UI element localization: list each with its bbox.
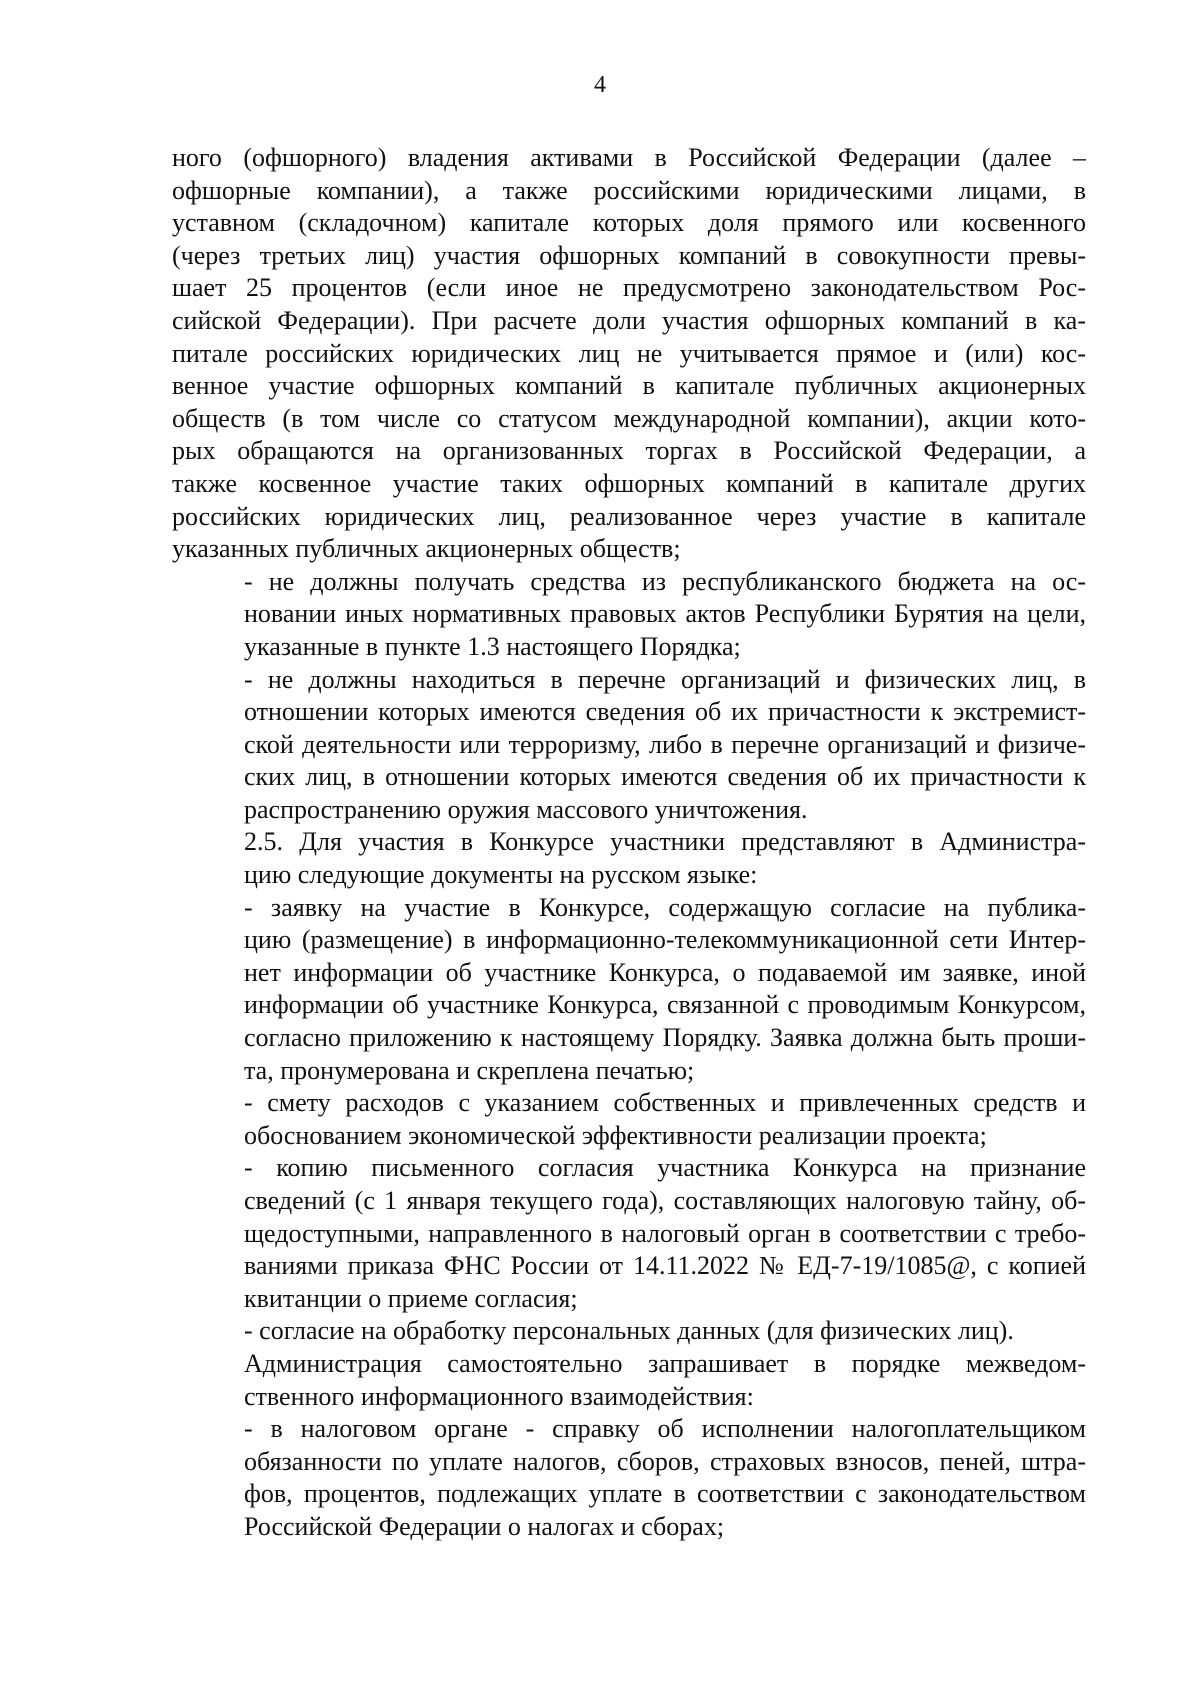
text-line: (через третьих лиц) участия офшорных компаний в совокупности превы-	[172, 240, 1086, 270]
text-line: ваниями приказа ФНС России от 14.11.2022 № ЕД-7-19/1085@, с копией	[244, 1251, 1086, 1281]
text-line: шает 25 процентов (если иное не предусмотрено законодательством Рос-	[172, 273, 1086, 303]
paragraph	[172, 826, 1086, 891]
text-line: - не должны получать средства из республиканского бюджета на ос-	[244, 566, 1086, 596]
text-line: сийской Федерации). При расчете доли участия офшорных компаний в ка-	[172, 305, 1086, 335]
paragraph	[172, 142, 1086, 566]
text-line: нет информации об участнике Конкурса, о подаваемой им заявке, иной	[244, 957, 1086, 987]
text-line: квитанции о приеме согласия;	[244, 1283, 578, 1313]
text-line: распространению оружия массового уничтожения.	[244, 794, 808, 824]
text-line: та, пронумерована и скреплена печатью;	[244, 1055, 695, 1085]
text-line: информации об участнике Конкурса, связанной с проводимым Конкурсом,	[244, 990, 1086, 1020]
text-line: цию следующие документы на русском языке:	[244, 860, 758, 890]
text-line: указанные в пункте 1.3 настоящего Порядка;	[244, 631, 741, 661]
text-line: обществ (в том числе со статусом международной компании), акции кото-	[172, 403, 1086, 433]
text-line: Администрация самостоятельно запрашивает в порядке межведом-	[244, 1348, 1086, 1378]
text-line: офшорные компании), а также российскими юридическими лицами, в	[172, 175, 1086, 205]
text-line: обязанности по уплате налогов, сборов, страховых взносов, пеней, штра-	[244, 1446, 1086, 1476]
paragraph	[172, 1315, 1086, 1348]
text-line: фов, процентов, подлежащих уплате в соответствии с законодательством	[244, 1479, 1086, 1509]
text-line: 2.5. Для участия в Конкурсе участники представляют в Администра-	[244, 827, 1086, 857]
page-number: 4	[594, 72, 606, 98]
paragraph	[172, 1348, 1086, 1413]
text-line: уставном (складочном) капитале которых доля прямого или косвенного	[172, 208, 1086, 238]
text-line: согласно приложению к настоящему Порядку. Заявка должна быть проши-	[244, 1023, 1086, 1053]
text-line: сведений (с 1 января текущего года), составляющих налоговую тайну, об-	[244, 1186, 1086, 1215]
text-line: - в налоговом органе - справку об исполнении налогоплательщиком	[244, 1414, 1086, 1444]
text-line: ской деятельности или терроризму, либо в перечне организаций и физиче-	[244, 729, 1086, 759]
text-line: - копию письменного согласия участника Конкурса на признание	[244, 1153, 1086, 1183]
text-line: цию (размещение) в информационно-телекоммуникационной сети Интер-	[244, 925, 1086, 955]
text-line: ственного информационного взаимодействия:	[244, 1381, 754, 1411]
text-line: Российской Федерации о налогах и сборах;	[244, 1511, 725, 1541]
text-line: также косвенное участие таких офшорных компаний в капитале других	[172, 468, 1086, 498]
text-line: отношении которых имеются сведения об их причастности к экстремист-	[244, 697, 1086, 727]
text-line: - заявку на участие в Конкурсе, содержащую согласие на публика-	[244, 892, 1086, 922]
text-line: новании иных нормативных правовых актов Республики Бурятия на цели,	[244, 599, 1086, 629]
paragraph	[172, 566, 1086, 664]
text-line: - смету расходов с указанием собственных и привлеченных средств и	[244, 1088, 1086, 1118]
paragraph	[172, 664, 1086, 827]
text-line: щедоступными, направленного в налоговый орган в соответствии с требо-	[244, 1218, 1086, 1248]
paragraph	[172, 1152, 1086, 1315]
text-line: указанных публичных акционерных обществ;	[172, 534, 681, 564]
paragraph	[172, 1087, 1086, 1152]
text-line: питале российских юридических лиц не учитывается прямое и (или) кос-	[172, 338, 1086, 368]
document-body	[172, 142, 1086, 1544]
text-line: рых обращаются на организованных торгах в Российской Федерации, а	[172, 436, 1086, 466]
text-line: российских юридических лиц, реализованное через участие в капитале	[172, 501, 1086, 531]
text-line: - не должны находиться в перечне организаций и физических лиц, в	[244, 664, 1086, 694]
text-line: венное участие офшорных компаний в капитале публичных акционерных	[172, 371, 1086, 401]
text-line: ских лиц, в отношении которых имеются сведения об их причастности к	[244, 762, 1086, 792]
text-line: ного (офшорного) владения активами в Российской Федерации (далее –	[172, 143, 1086, 172]
paragraph	[172, 892, 1086, 1088]
text-line: обоснованием экономической эффективности реализации проекта;	[244, 1120, 987, 1150]
text-line: - согласие на обработку персональных данных (для физических лиц).	[244, 1316, 1014, 1346]
paragraph	[172, 1413, 1086, 1543]
